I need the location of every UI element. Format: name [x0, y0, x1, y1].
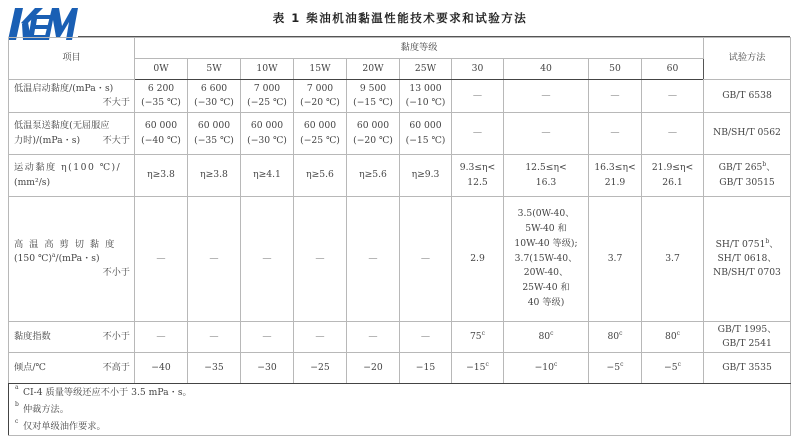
grade-60: 60: [642, 59, 704, 80]
table-cell: $-15^c$: [452, 353, 504, 384]
grade-25w: 25W: [400, 59, 452, 80]
table-cell: η≥3.8: [135, 155, 188, 197]
footnote-b: b 仲裁方法。: [15, 401, 69, 416]
table-cell: η≥5.6: [347, 155, 400, 197]
table-row-pour-point: [9, 353, 791, 384]
row-label: 低温泵送黏度(无屈服应 力时)/(mPa・s) 不大于: [9, 113, 135, 155]
table-cell: $-5^c$: [589, 353, 642, 384]
table-cell: —: [135, 197, 188, 322]
row-label-line2: (150 ℃)$^a$/(mPa・s): [14, 251, 100, 264]
table-cell: −30: [241, 353, 294, 384]
table-cell: −15: [400, 353, 452, 384]
table-cell: 9.3≤η< 12.5: [452, 155, 504, 197]
table-cell: 6 600 (−30 ℃): [188, 80, 241, 113]
table-row-hths: [9, 197, 791, 322]
row-label-limit: 不大于: [102, 97, 130, 108]
table-cell: −20: [347, 353, 400, 384]
table-cell: 16.3≤η< 21.9: [589, 155, 642, 197]
table-cell: η≥3.8: [188, 155, 241, 197]
table-cell: —: [504, 113, 589, 155]
table-cell: 21.9≤η< 26.1: [642, 155, 704, 197]
table-cell: −25: [294, 353, 347, 384]
table-cell: —: [347, 322, 400, 353]
grade-50: 50: [589, 59, 642, 80]
table-cell: —: [294, 322, 347, 353]
header-row-1: [9, 38, 791, 59]
row-label-line1: 低温启动黏度/(mPa・s): [14, 82, 114, 94]
row-label-limit: 不小于: [102, 267, 130, 279]
row-label-line1: 低温泵送黏度(无屈服应: [14, 120, 110, 132]
grade-40: 40: [504, 59, 589, 80]
table-cell: 9 500 (−15 ℃): [347, 80, 400, 113]
header-item: 项目: [9, 38, 135, 80]
table-cell: 13 000 (−10 ℃): [400, 80, 452, 113]
table-row-cold-cranking: [9, 80, 791, 113]
table-cell: —: [452, 80, 504, 113]
table-cell: 2.9: [452, 197, 504, 322]
table-cell: 60 000 (−30 ℃): [241, 113, 294, 155]
table-cell: 3.7: [642, 197, 704, 322]
method-cell: NB/SH/T 0562: [704, 113, 791, 155]
spec-table: [8, 37, 791, 436]
table-cell: 60 000 (−20 ℃): [347, 113, 400, 155]
table-cell: —: [241, 322, 294, 353]
table-cell: 60 000 (−40 ℃): [135, 113, 188, 155]
table-cell: 7 000 (−25 ℃): [241, 80, 294, 113]
header-grade-group: 黏度等级: [135, 38, 704, 59]
row-label: [9, 80, 135, 113]
table-cell: −40: [135, 353, 188, 384]
table-cell: 3.5(0W-40、 5W-40 和 10W-40 等级); 3.7(15W-40、 20W-40、 25W-40 和 40 等级): [504, 197, 589, 322]
table-row-viscosity-index: [9, 322, 791, 353]
table-cell: —: [400, 197, 452, 322]
footnotes: [9, 384, 791, 436]
table-cell: —: [188, 197, 241, 322]
table-cell: 80$^c$: [642, 322, 704, 353]
table-cell: —: [347, 197, 400, 322]
table-cell: —: [642, 113, 704, 155]
row-label: [9, 197, 135, 322]
row-label-line1: 运动黏度 η(100 ℃)/: [14, 162, 122, 174]
table-cell: —: [452, 113, 504, 155]
method-cell: SH/T 0751$^b$、 SH/T 0618、 NB/SH/T 0703: [704, 197, 791, 322]
table-cell: $-10^c$: [504, 353, 589, 384]
footnote-c: c 仅对单级油作要求。: [15, 418, 106, 433]
method-cell: GB/T 6538: [704, 80, 791, 113]
row-label-line1: 高温高剪切黏度: [14, 238, 121, 250]
table-cell: —: [400, 322, 452, 353]
table-cell: 3.7: [589, 197, 642, 322]
table-cell: 12.5≤η< 16.3: [504, 155, 589, 197]
table-cell: —: [589, 113, 642, 155]
table-cell: —: [241, 197, 294, 322]
table-cell: —: [589, 80, 642, 113]
table-row-pumping: [9, 113, 791, 155]
table-cell: 75$^c$: [452, 322, 504, 353]
table-cell: $-5^c$: [642, 353, 704, 384]
row-label-line2: (mm²/s): [14, 176, 51, 188]
footnote-a: a CI-4 质量等级还应不小于 3.5 mPa・s。: [15, 384, 192, 398]
table-title: 表 1 柴油机油黏温性能技术要求和试验方法: [272, 11, 528, 25]
table-cell: —: [135, 322, 188, 353]
table-cell: —: [642, 80, 704, 113]
row-label: 黏度指数 不小于: [9, 322, 135, 353]
table-row-kinematic: [9, 155, 791, 197]
table-cell: 80$^c$: [589, 322, 642, 353]
method-cell: GB/T 3535: [704, 353, 791, 384]
table-cell: 60 000 (−35 ℃): [188, 113, 241, 155]
table-cell: 60 000 (−25 ℃): [294, 113, 347, 155]
grade-0w: 0W: [135, 59, 188, 80]
method-cell: GB/T 1995、 GB/T 2541: [704, 322, 791, 353]
table-cell: —: [188, 322, 241, 353]
table-cell: —: [294, 197, 347, 322]
table-cell: 7 000 (−20 ℃): [294, 80, 347, 113]
table-cell: 60 000 (−15 ℃): [400, 113, 452, 155]
row-label: [9, 155, 135, 197]
table-cell: η≥9.3: [400, 155, 452, 197]
method-cell: GB/T 265$^b$、 GB/T 30515: [704, 155, 791, 197]
grade-30: 30: [452, 59, 504, 80]
table-cell: η≥5.6: [294, 155, 347, 197]
header-method: 试验方法: [704, 38, 791, 80]
table-cell: η≥4.1: [241, 155, 294, 197]
grade-10w: 10W: [241, 59, 294, 80]
grade-20w: 20W: [347, 59, 400, 80]
table-cell: −35: [188, 353, 241, 384]
table-cell: —: [504, 80, 589, 113]
footnotes-row: [9, 384, 791, 436]
grade-15w: 15W: [294, 59, 347, 80]
grade-5w: 5W: [188, 59, 241, 80]
row-label: 倾点/℃ 不高于: [9, 353, 135, 384]
table-cell: 80$^c$: [504, 322, 589, 353]
table-cell: 6 200 (−35 ℃): [135, 80, 188, 113]
